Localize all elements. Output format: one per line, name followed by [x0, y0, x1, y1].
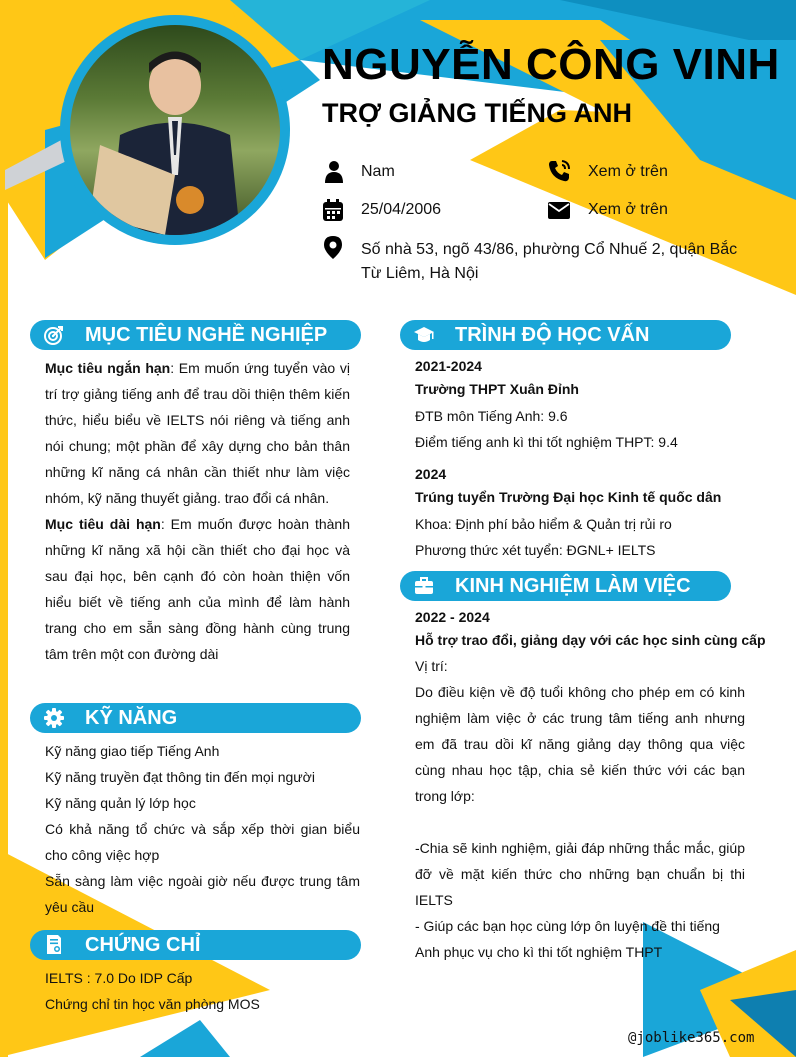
long-term-text: : Em muốn được hoàn thành những kĩ năng xã hội cần thiết cho đại học và sau đại học, bên cạnh đó còn hoàn thiện vốn hiểu biết về tiếng anh của mình để làm hành trang cho em sẵn sàng đồng hành cùng trung tâm trên một con đường dài — [45, 516, 350, 662]
education-period: 2021-2024 — [415, 358, 482, 374]
skill-item: Kỹ năng truyền đạt thông tin đến mọi người — [45, 769, 315, 785]
skill-item: Kỹ năng quản lý lớp học — [45, 795, 196, 811]
experience-title: KINH NGHIỆM LÀM VIỆC — [455, 575, 691, 597]
phone-icon — [547, 159, 571, 183]
dob-value: 25/04/2006 — [361, 201, 442, 218]
skill-item: Kỹ năng giao tiếp Tiếng Anh — [45, 743, 220, 759]
long-term-objective — [45, 511, 350, 667]
skills-section-header — [30, 703, 361, 733]
education-title: TRÌNH ĐỘ HỌC VẤN — [455, 324, 650, 346]
skills-title: KỸ NĂNG — [85, 707, 178, 729]
person-icon — [322, 159, 346, 183]
job-title: TRỢ GIẢNG TIẾNG ANH — [322, 98, 633, 128]
briefcase-icon — [414, 576, 434, 596]
education-school: Trường THPT Xuân Đỉnh — [415, 381, 579, 397]
certificate-icon — [44, 935, 64, 955]
certificate-item: Chứng chỉ tin học văn phòng MOS — [45, 996, 260, 1012]
short-term-label: Mục tiêu ngắn hạn — [45, 360, 171, 376]
footer-handle: @joblike365.com — [628, 1030, 755, 1046]
avatar — [60, 15, 290, 245]
gender-value: Nam — [361, 163, 395, 180]
education-detail: ĐTB môn Tiếng Anh: 9.6 — [415, 408, 568, 424]
certificate-item: IELTS : 7.0 Do IDP Cấp — [45, 970, 193, 986]
education-detail: Phương thức xét tuyển: ĐGNL+ IELTS — [415, 542, 656, 558]
short-term-text: : Em muốn ứng tuyển vào vị trí trợ giảng tiếng anh để trau dồi thiện thêm kiến thức, hiểu biểu về IELTS nói riêng và tiếng anh nói chung; một phần để xây dựng cho bản thân những kĩ năng cá nhân cần thiết như làm việc nhóm, kỹ năng thuyết giảng. trao đổi cá nhân. — [45, 360, 350, 506]
experience-section-header — [400, 571, 731, 601]
calendar-icon — [321, 198, 345, 222]
education-entry — [415, 354, 745, 455]
experience-heading: Hỗ trợ trao đổi, giảng dạy với các học sinh cùng cấp — [415, 632, 766, 648]
skills-list — [45, 738, 360, 920]
skill-item: Có khả năng tổ chức và sắp xếp thời gian biểu cho công việc hợp — [45, 821, 360, 863]
target-icon — [44, 325, 64, 345]
education-entry — [415, 462, 745, 563]
objective-section-header — [30, 320, 361, 350]
experience-period: 2022 - 2024 — [415, 609, 490, 625]
certificates-section-header — [30, 930, 361, 960]
phone-value: Xem ở trên — [588, 163, 668, 180]
skill-item: Sẵn sàng làm việc ngoài giờ nếu được trung tâm yêu cầu — [45, 873, 360, 915]
address-value: Số nhà 53, ngõ 43/86, phường Cổ Nhuế 2, quận Bắc Từ Liêm, Hà Nội — [361, 241, 738, 282]
certificates-title: CHỨNG CHỈ — [85, 934, 201, 956]
graduation-cap-icon — [414, 325, 434, 345]
location-pin-icon — [321, 235, 345, 259]
education-school: Trúng tuyển Trường Đại học Kinh tế quốc dân — [415, 489, 722, 505]
email-value: Xem ở trên — [588, 201, 668, 218]
short-term-objective — [45, 355, 350, 511]
gear-icon — [44, 708, 64, 728]
experience-entry — [415, 605, 766, 965]
objective-title: MỤC TIÊU NGHỀ NGHIỆP — [85, 324, 328, 346]
education-period: 2024 — [415, 466, 447, 482]
education-section-header — [400, 320, 731, 350]
experience-bullet: -Chia sẽ kinh nghiệm, giải đáp những thắc mắc, giúp đỡ về mặt kiến thức cho những bạn chuẩn bị thi IELTS — [415, 840, 745, 908]
email-icon — [547, 198, 571, 222]
education-detail: Điểm tiếng anh kì thi tốt nghiệm THPT: 9.4 — [415, 434, 678, 450]
experience-description: Do điều kiện về độ tuổi không cho phép em có kinh nghiệm làm việc ở các trung tâm tiếng anh nhưng em đã trau dồi kĩ năng giảng dạy thông qua việc cùng nhau học tập, chia sẻ kiến thức với các bạn trong lớp: — [415, 684, 745, 804]
long-term-label: Mục tiêu dài hạn — [45, 516, 161, 532]
candidate-name: NGUYỄN CÔNG VINH — [322, 40, 780, 89]
experience-bullet: - Giúp các bạn học cùng lớp ôn luyện đề thi tiếng Anh phục vụ cho kì thi tốt nghiệm THPT — [415, 918, 720, 960]
certificates-list — [45, 965, 360, 1017]
experience-position-label: Vị trí: — [415, 658, 448, 674]
person-photo-icon — [70, 25, 280, 235]
education-detail: Khoa: Định phí bảo hiểm & Quản trị rủi ro — [415, 516, 672, 532]
